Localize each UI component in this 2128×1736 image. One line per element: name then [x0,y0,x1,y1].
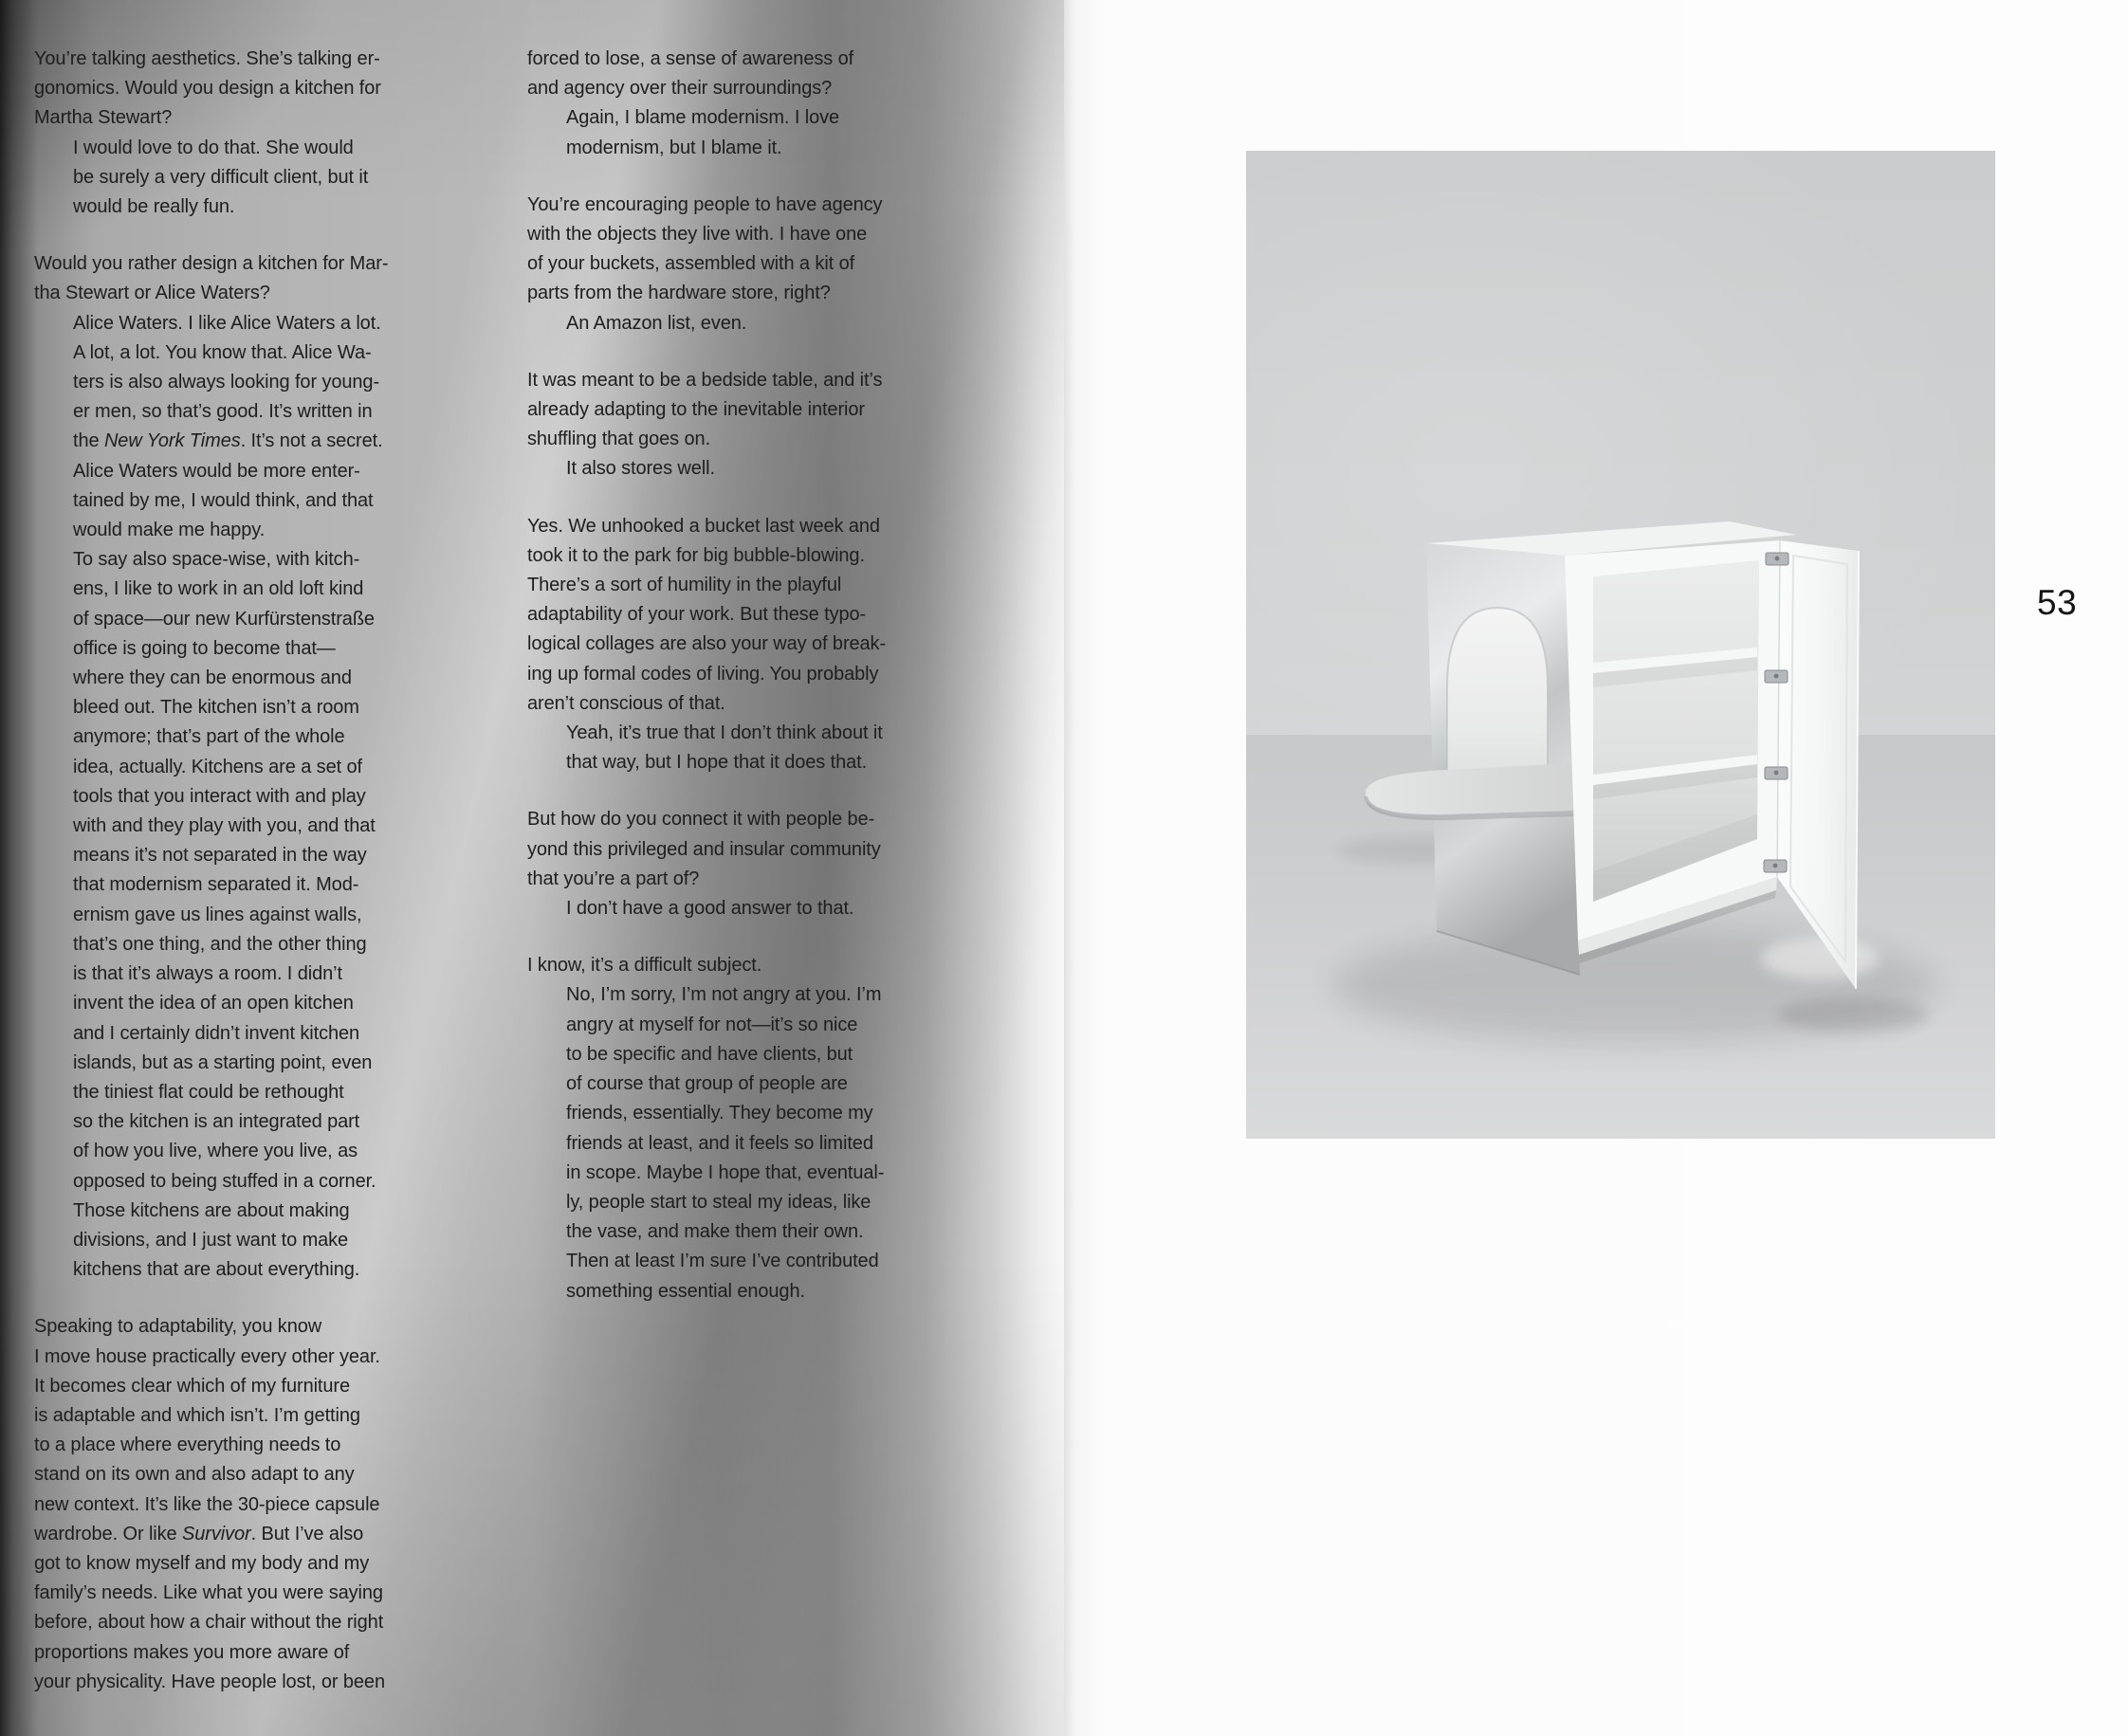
interview-answer [527,980,977,1306]
text-line: bleed out. The kitchen isn’t a room [73,697,359,719]
interview-answer [34,545,484,1285]
text-line: Those kitchens are about making [73,1199,350,1221]
text-line: of how you live, where you live, as [73,1141,358,1162]
interview-answer [527,103,977,162]
text-line: to a place where everything needs to [34,1434,341,1456]
text-line: ly, people start to steal my ideas, like [566,1191,871,1213]
text-line: tools that you interact with and play [73,785,366,807]
furniture-photo [1246,151,1995,1139]
text-line: Speaking to adaptability, you know [34,1316,322,1338]
text-line: anymore; that’s part of the whole [73,726,345,748]
text-line: You’re encouraging people to have agency [527,193,883,215]
text-line: er men, so that’s good. It’s written in [73,401,373,423]
text-line: tained by me, I would think, and that [73,489,374,511]
text-line: Alice Waters would be more enter- [73,460,360,482]
text-line: be surely a very difficult client, but it [73,166,369,188]
interview-question [34,249,484,308]
text-line: kitchens that are about everything. [73,1259,360,1281]
text-line: ing up formal codes of living. You probably [527,663,879,685]
text-line: divisions, and I just want to make [73,1229,349,1251]
text-line: There’s a sort of humility in the playful [527,575,842,596]
page-number: 53 [2037,583,2078,622]
text-line: that you’re a part of? [527,868,700,889]
interview-question [527,805,977,894]
text-line: Would you rather design a kitchen for Mar- [34,253,389,275]
text-line: that way, but I hope that it does that. [566,752,868,774]
interview-question [527,951,977,980]
text-line: idea, actually. Kitchens are a set of [73,756,362,777]
interview-question [527,191,977,309]
interview-question [34,45,484,134]
text-line: It also stores well. [566,458,715,480]
text-line: office is going to become that— [73,637,336,659]
text-line: with the objects they live with. I have one [527,224,868,246]
text-column-2 [527,45,977,1307]
text-line: the vase, and make them their own. [566,1221,864,1243]
text-line: Alice Waters. I like Alice Waters a lot. [73,312,381,334]
text-line: invent the idea of an open kitchen [73,993,354,1014]
text-line: modernism, but I blame it. [566,137,782,158]
text-line: ernism gave us lines against walls, [73,904,362,925]
text-line: adaptability of your work. But these typo- [527,604,867,626]
interview-question [34,1312,484,1697]
text-line: An Amazon list, even. [566,312,747,334]
text-line: forced to lose, a sense of awareness of [527,48,854,69]
interview-answer [34,134,484,223]
text-line: friends at least, and it feels so limited [566,1132,873,1154]
text-line: ens, I like to work in an old loft kind [73,578,364,600]
text-line: would make me happy. [73,520,266,541]
text-line: Yes. We unhooked a bucket last week and [527,515,880,537]
text-line: to be specific and have clients, but [566,1043,853,1065]
text-line: that modernism separated it. Mod- [73,874,359,896]
text-line: islands, but as a starting point, even [73,1051,373,1073]
text-line: is that it’s always a room. I didn’t [73,963,342,985]
text-line: It becomes clear which of my furniture [34,1375,350,1397]
text-line: with and they play with you, and that [73,815,376,837]
text-line: You’re talking aesthetics. She’s talking er- [34,48,380,69]
text-line: I don’t have a good answer to that. [566,898,854,920]
text-line: aren’t conscious of that. [527,692,725,714]
text-line: and I certainly didn’t invent kitchen [73,1022,360,1044]
text-column-1 [34,45,484,1697]
text-line: It was meant to be a bedside table, and it’s [527,369,883,391]
text-line: already adapting to the inevitable interior [527,399,865,421]
text-line: family’s needs. Like what you were saying [34,1582,383,1604]
text-line: Then at least I’m sure I’ve contributed [566,1251,879,1272]
text-line: I move house practically every other year. [34,1345,380,1367]
text-line: shuffling that goes on. [527,429,711,450]
text-line: new context. It’s like the 30-piece capsule [34,1493,380,1515]
interview-question [527,366,977,455]
text-line: logical collages are also your way of break- [527,633,887,655]
text-line: I know, it’s a difficult subject. [527,955,762,977]
text-line: parts from the hardware store, right? [527,283,831,304]
text-line: before, about how a chair without the right [34,1612,384,1634]
text-line: that’s one thing, and the other thing [73,933,367,955]
text-line: Again, I blame modernism. I love [566,107,840,129]
interview-question [527,45,977,103]
interview-answer [527,454,977,484]
text-line: friends, essentially. They become my [566,1103,873,1124]
text-line: Yeah, it’s true that I don’t think about it [566,722,883,744]
cabinet-illustration [1246,151,1995,1139]
text-line: gonomics. Would you design a kitchen for [34,78,381,100]
text-line: opposed to being stuffed in a corner. [73,1170,376,1192]
text-line: yond this privileged and insular community [527,838,881,860]
text-line: would be really fun. [73,196,235,218]
text-line: and agency over their surroundings? [527,78,833,100]
interview-answer [527,309,977,338]
text-line: your physicality. Have people lost, or been [34,1671,385,1692]
text-line: Martha Stewart? [34,107,173,129]
text-line: where they can be enormous and [73,667,352,689]
text-line: of your buckets, assembled with a kit of [527,253,855,275]
text-line: so the kitchen is an integrated part [73,1111,360,1133]
text-line: I would love to do that. She would [73,137,354,158]
interview-question [527,512,977,719]
text-line: the tiniest flat could be rethought [73,1081,344,1103]
text-line: ters is also always looking for young- [73,372,380,393]
text-line: tha Stewart or Alice Waters? [34,283,270,304]
text-line: No, I’m sorry, I’m not angry at you. I’m [566,984,882,1006]
interview-answer [34,309,484,546]
text-line: To say also space-wise, with kitch- [73,549,360,571]
text-line: stand on its own and also adapt to any [34,1464,355,1486]
text-line: in scope. Maybe I hope that, eventual- [566,1161,885,1183]
text-line: is adaptable and which isn’t. I’m getting [34,1404,360,1426]
text-line: But how do you connect it with people be- [527,809,875,831]
text-line: of space—our new Kurfürstenstraße [73,608,375,630]
text-line: proportions makes you more aware of [34,1641,350,1663]
text-line: angry at myself for not—it’s so nice [566,1014,858,1035]
text-line: wardrobe. Or like Survivor. But I’ve also [34,1523,364,1544]
interview-answer [527,894,977,923]
text-line: means it’s not separated in the way [73,845,367,867]
text-line: of course that group of people are [566,1073,848,1095]
text-line: got to know myself and my body and my [34,1552,370,1574]
text-line: took it to the park for big bubble-blowing. [527,544,865,566]
text-line: the New York Times. It’s not a secret. [73,430,383,452]
text-line: A lot, a lot. You know that. Alice Wa- [73,341,372,363]
text-line: something essential enough. [566,1280,805,1302]
interview-answer [527,719,977,777]
